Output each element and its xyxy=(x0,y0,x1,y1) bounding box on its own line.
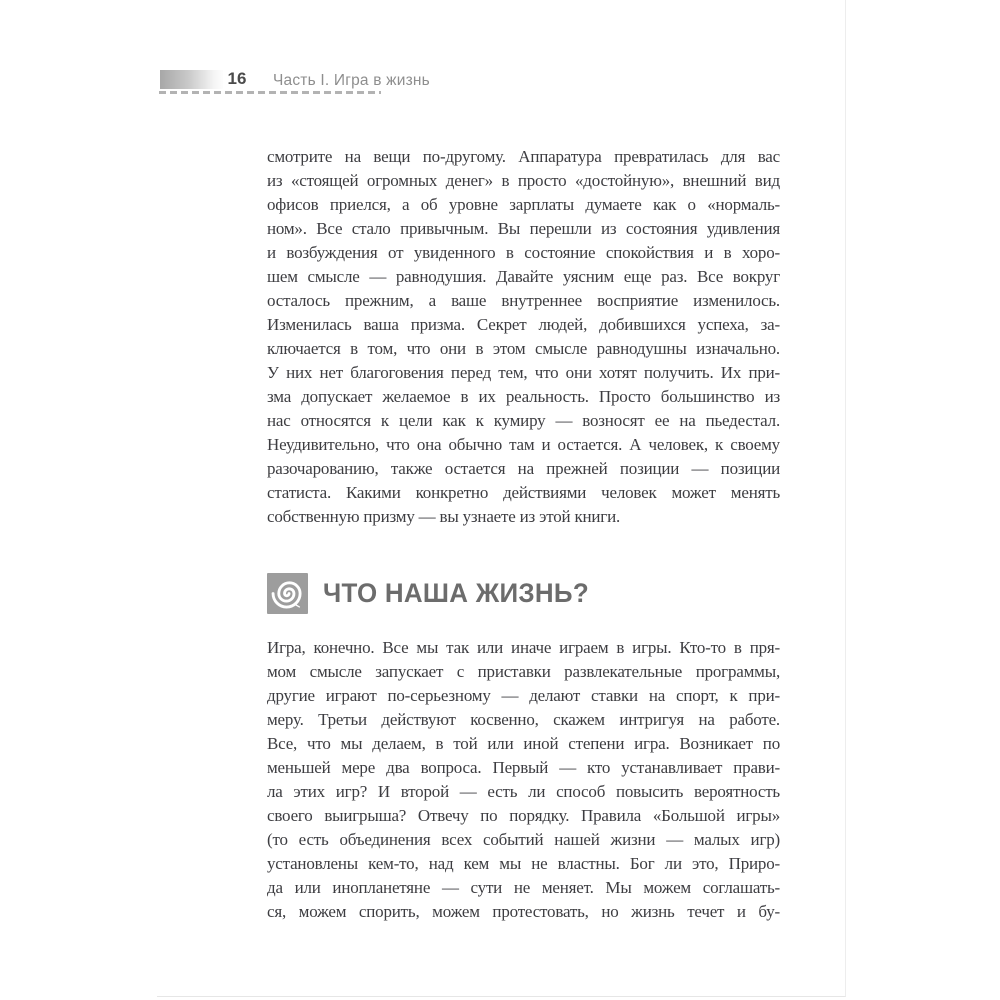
text-line: ном». Все стало привычным. Вы перешли из состояния удивления xyxy=(267,219,780,238)
text-line: разочарованию, также остается на прежней позиции — позиции xyxy=(267,459,780,478)
text-line: Игра, конечно. Все мы так или иначе играем в игры. Кто-то в пря- xyxy=(267,638,780,657)
page-number: 16 xyxy=(227,69,247,88)
text-line: зма допускает желаемое в их реальность. Просто большинство из xyxy=(267,387,780,406)
text-line: статиста. Какими конкретно действиями человек может менять xyxy=(267,483,780,502)
text-line: (то есть объединения всех событий нашей жизни — малых игр) xyxy=(267,830,780,849)
header-gradient-bar xyxy=(160,70,223,89)
text-line: меру. Третьи действуют косвенно, скажем интригуя на работе. xyxy=(267,710,780,729)
section-heading-row xyxy=(267,573,600,614)
text-line: да или инопланетяне — сути не меняет. Мы можем соглашать- xyxy=(267,878,780,897)
text-line: ключается в том, что они в этом смысле равнодушны изначально. xyxy=(267,339,780,358)
running-title: Часть I. Игра в жизнь xyxy=(273,72,430,89)
text-line: смотрите на вещи по-другому. Аппаратура превратилась для вас xyxy=(267,147,780,166)
text-line: Все, что мы делаем, в той или иной степени игра. Возникает по xyxy=(267,734,780,753)
text-line: ла этих игр? И второй — есть ли способ повысить вероятность xyxy=(267,782,780,801)
paragraph-2 xyxy=(267,636,780,924)
text-line: собственную призму — вы узнаете из этой книги. xyxy=(267,507,621,526)
spiral-icon xyxy=(267,573,308,614)
text-line: осталось прежним, а ваше внутреннее восприятие изменилось. xyxy=(267,291,780,310)
book-page xyxy=(157,0,846,997)
text-line: офисов приелся, а об уровне зарплаты думаете как о «нормаль- xyxy=(267,195,780,214)
text-line: меньшей мере два вопроса. Первый — кто устанавливает прави- xyxy=(267,758,780,777)
header-dashed-rule xyxy=(159,91,381,94)
text-line: Изменилась ваша призма. Секрет людей, добившихся успеха, за- xyxy=(267,315,780,334)
text-line: У них нет благоговения перед тем, что они хотят получить. Их при- xyxy=(267,363,780,382)
text-line: установлены кем-то, над кем мы не властны. Бог ли это, Приро- xyxy=(267,854,780,873)
text-line: другие играют по-серьезному — делают ставки на спорт, к при- xyxy=(267,686,780,705)
text-line: шем смысле — равнодушия. Давайте уясним еще раз. Все вокруг xyxy=(267,267,780,286)
text-line: ся, можем спорить, можем протестовать, но жизнь течет и бу- xyxy=(267,902,780,921)
text-line: из «стоящей огромных денег» в просто «достойную», внешний вид xyxy=(267,171,780,190)
text-line: Неудивительно, что она обычно там и остается. А человек, к своему xyxy=(267,435,780,454)
text-line: и возбуждения от увиденного в состояние спокойствия и в хоро- xyxy=(267,243,780,262)
paragraph-1 xyxy=(267,145,780,529)
text-line: своего выигрыша? Отвечу по порядку. Правила «Большой игры» xyxy=(267,806,780,825)
text-line: мом смысле запускает с приставки развлекательные программы, xyxy=(267,662,780,681)
text-line: нас относятся к цели как к кумиру — возносят ее на пьедестал. xyxy=(267,411,780,430)
section-title: ЧТО НАША ЖИЗНЬ? xyxy=(323,578,589,608)
